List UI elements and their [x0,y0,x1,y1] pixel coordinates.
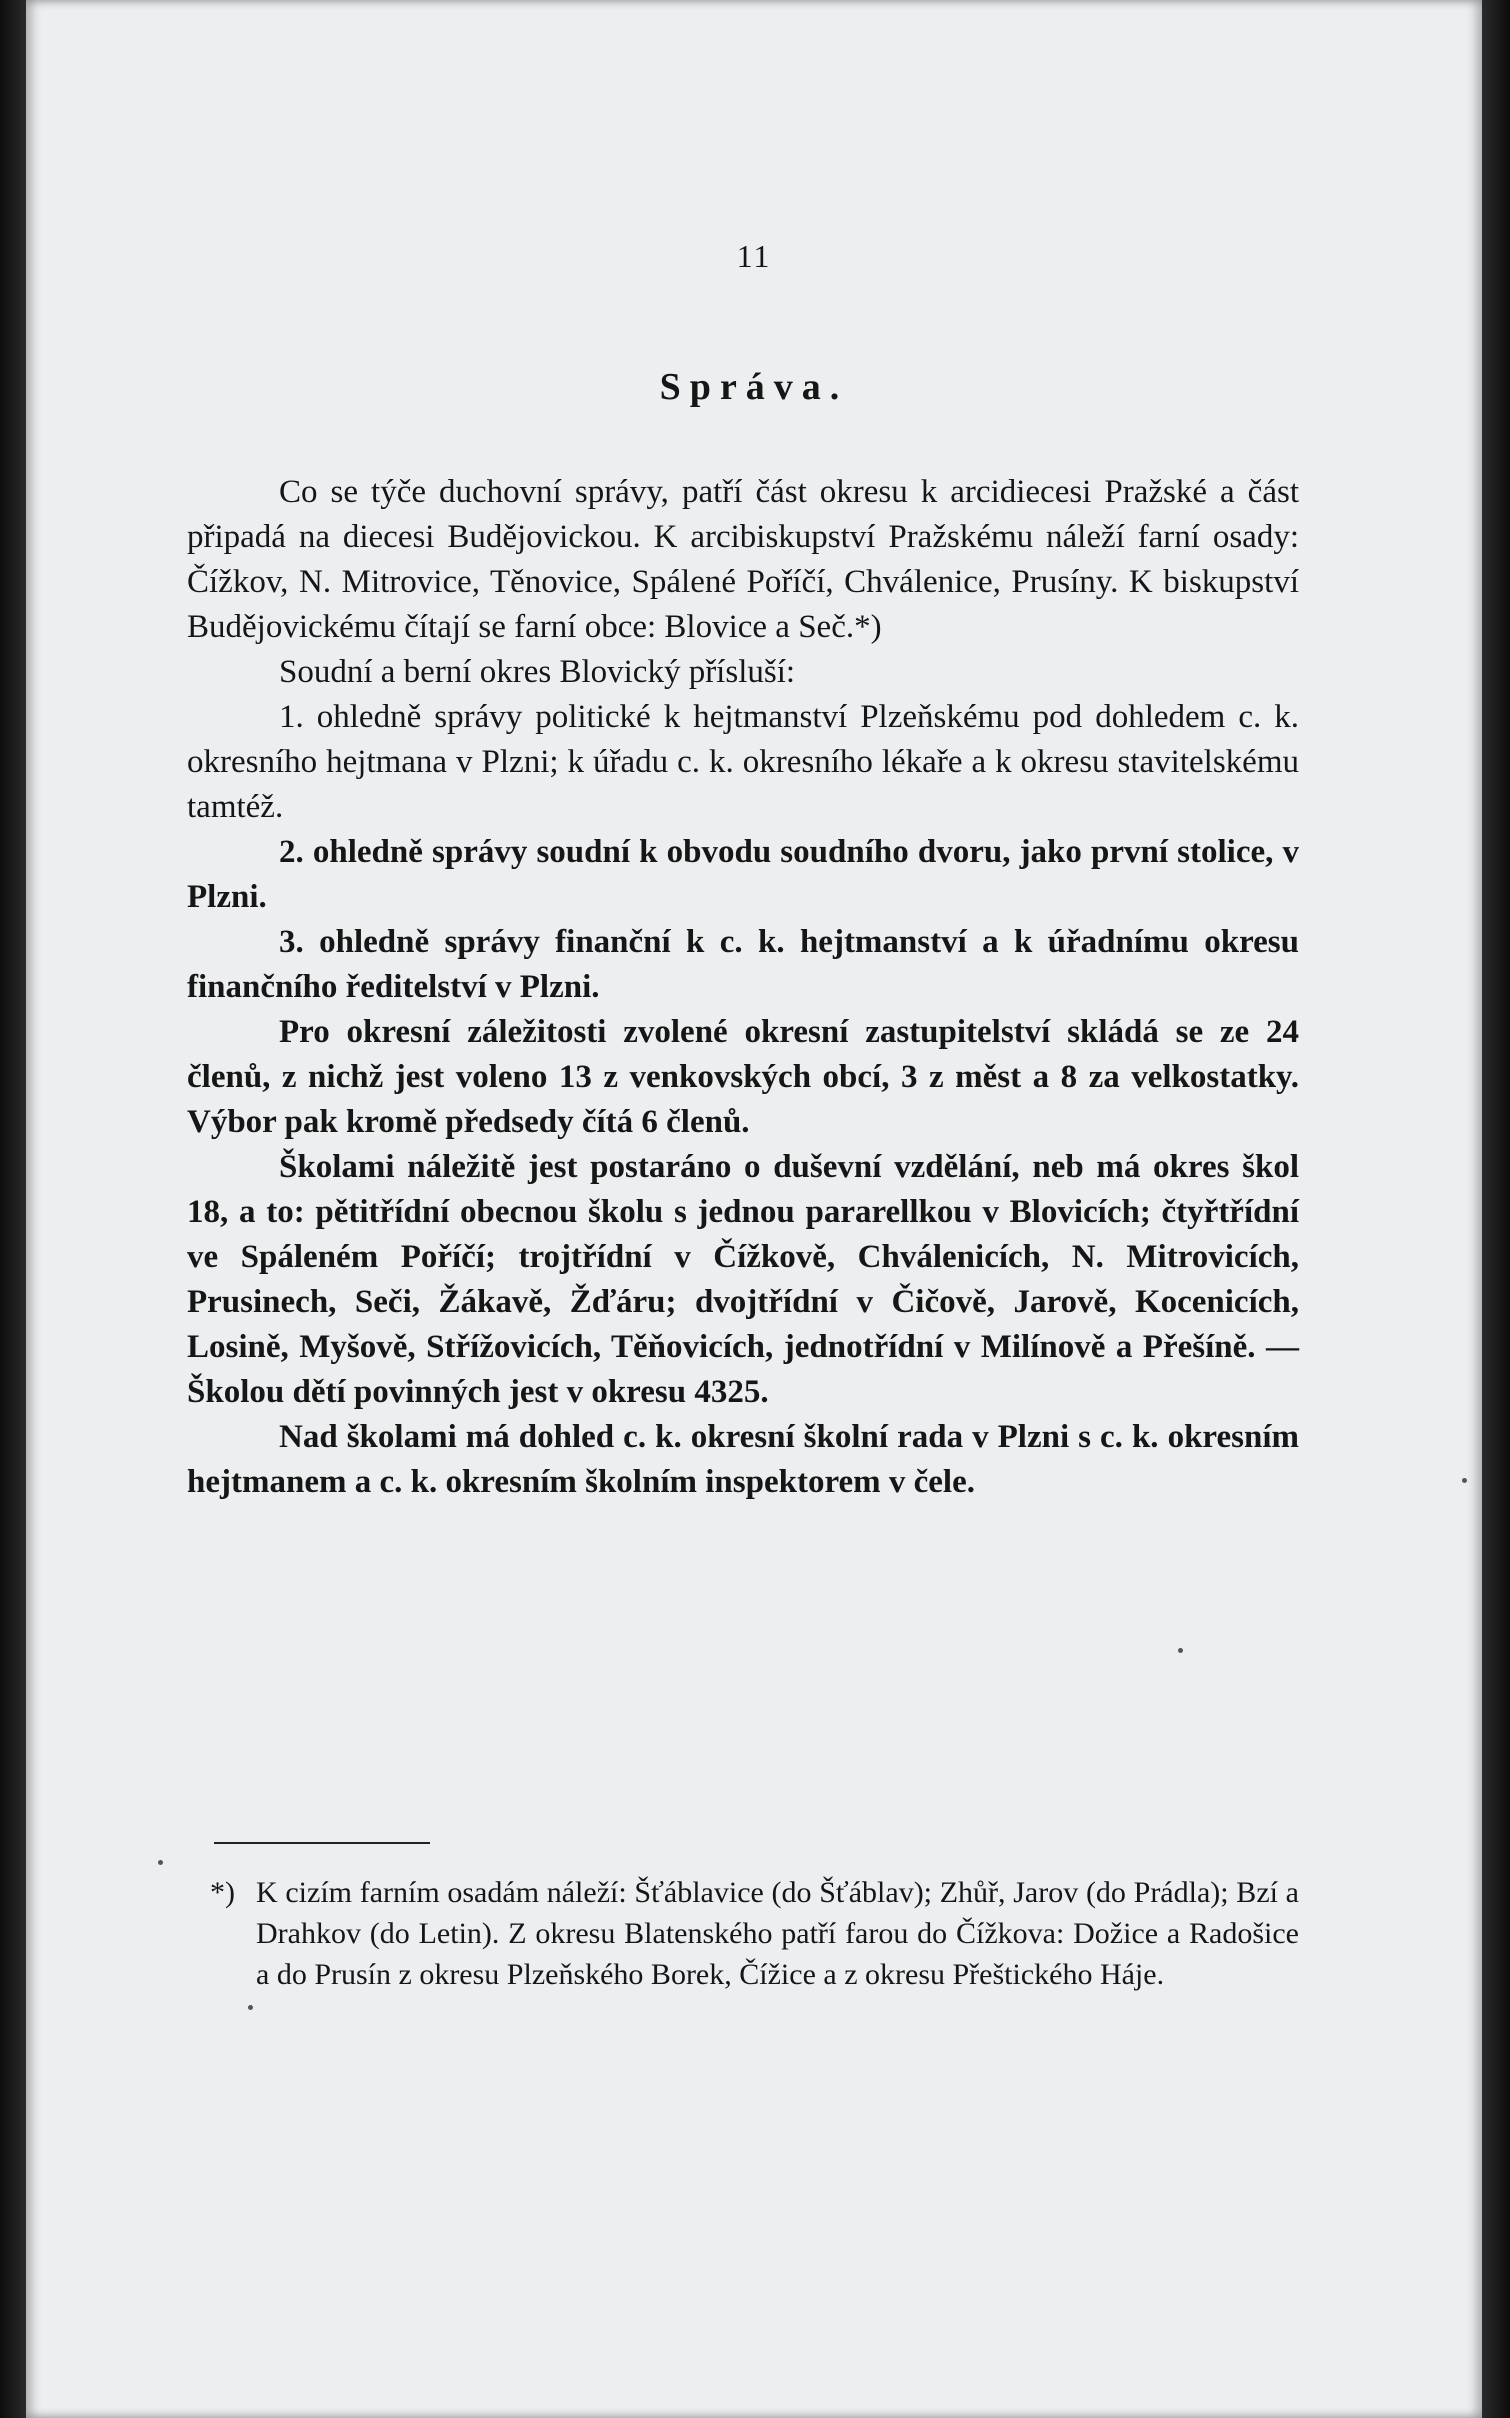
paragraph-financial-administration: 3. ohledně správy finanční k c. k. hejtmanství a k úřadnímu okresu finančního ředitelství v Plzni. [187,924,1299,1005]
page-number: 11 [736,238,772,274]
section-heading: Správa. [659,366,849,408]
scan-speck [248,2005,253,2010]
paragraph-district-council: Pro okresní záležitosti zvolené okresní zastupitelství skládá se ze 24 členů, z nichž jest voleno 13 z venkovských obcí, 3 z měst a 8 za velkostatky. Výbor pak kromě předsedy čítá 6 členů. [187,1014,1299,1140]
footnote-text: K cizím farním osadám náleží: Šťáblavice (do Šťáblav); Zhůř, Jarov (do Prádla); Bzí a Drahkov (do Letin). Z okresu Blatenského patří farou do Čížkova: Dožice a Radošice a do Prusín z okresu Plzeňského Borek, Čížice a z okresu Přeštického Háje. [256,1876,1299,1991]
paragraph-court-district-intro: Soudní a berní okres Blovický přísluší: [279,654,796,690]
footnote-mark: *) [210,1876,235,1909]
footnote [210,1872,1299,1995]
footnote-separator [214,1842,430,1844]
paragraph-school-supervision: Nad školami má dohled c. k. okresní školní rada v Plzni s c. k. okresním hejtmanem a c. k. okresním školním inspektorem v čele. [187,1419,1299,1500]
scan-speck [1462,1478,1467,1483]
paragraph-church-administration: Co se týče duchovní správy, patří část okresu k arcidiecesi Pražské a část připadá na diecesi Budějovickou. K arcibiskupství Pražskému náleží farní osady: Čížkov, N. Mitrovice, Těnovice, Spálené Poříčí, Chválenice, Prusíny. K biskupství Budějovickému čítají se farní obce: Blovice a Seč.*) [187,474,1299,645]
scan-speck [158,1860,163,1865]
scan-left-edge [0,0,26,2418]
scan-speck [1178,1648,1183,1653]
paragraph-political-administration: 1. ohledně správy politické k hejtmanství Plzeňskému pod dohledem c. k. okresního hejtmana v Plzni; k úřadu c. k. okresního lékaře a k okresu stavitelskému tamtéž. [187,699,1299,825]
scan-right-edge [1482,0,1510,2418]
book-page [26,0,1482,2418]
paragraph-judicial-administration: 2. ohledně správy soudní k obvodu soudního dvoru, jako první stolice, v Plzni. [187,834,1299,915]
body-text [187,470,1299,1505]
paragraph-schools: Školami náležitě jest postaráno o duševní vzdělání, neb má okres škol 18, a to: pětitřídní obecnou školu s jednou pararellkou v Blovicích; čtyřtřídní ve Spáleném Poříčí; trojtřídní v Čížkově, Chválenicích, N. Mitrovicích, Prusinech, Seči, Žákavě, Žďáru; dvojtřídní v Čičově, Jarově, Kocenicích, Losině, Myšově, Střížovicích, Těňovicích, jednotřídní v Milínově a Přešíně. — Školou dětí povinných jest v okresu 4325. [187,1149,1299,1410]
